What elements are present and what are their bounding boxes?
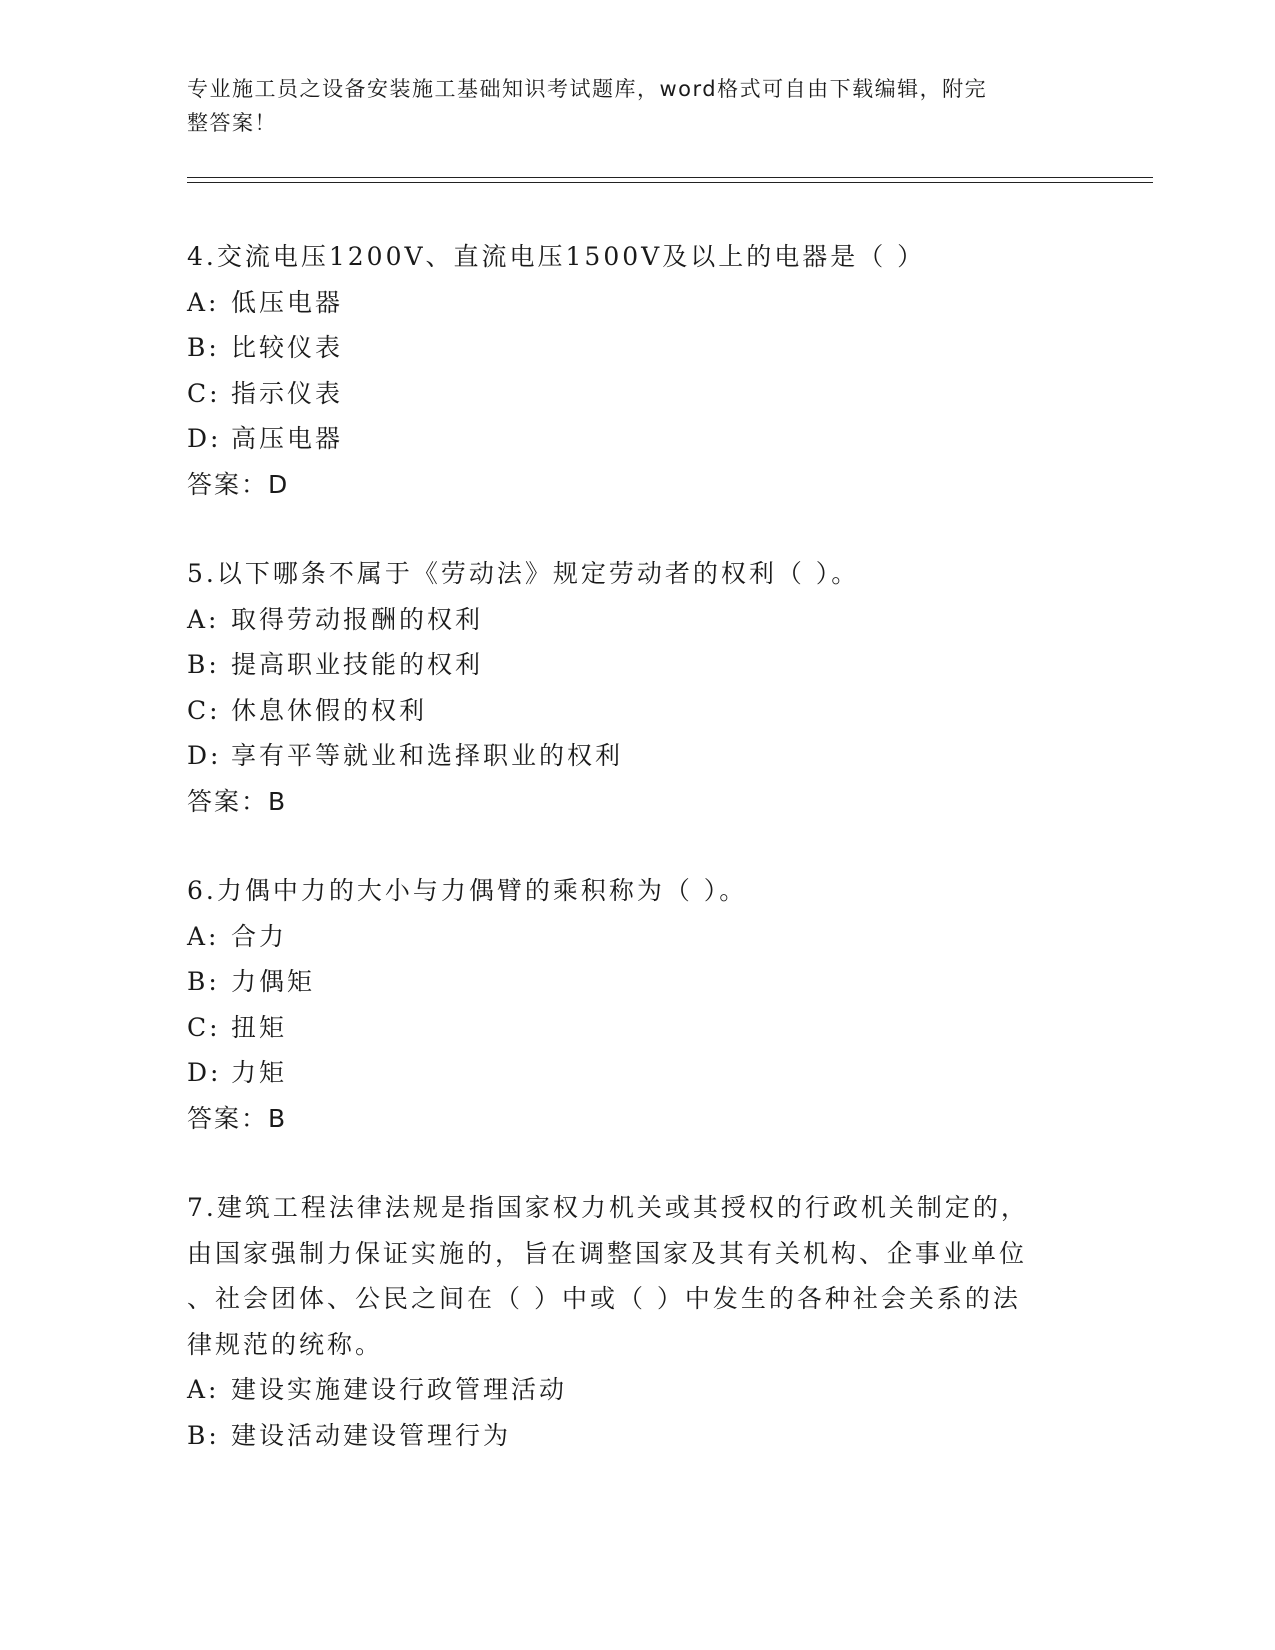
question-block xyxy=(187,234,1087,507)
option-row xyxy=(187,733,1087,779)
option-letter: A: xyxy=(187,287,220,317)
question-block xyxy=(187,1185,1087,1458)
header-line-2: 整答案！ xyxy=(187,111,277,135)
option-row xyxy=(187,642,1087,688)
option-letter: D: xyxy=(187,741,222,770)
question-stem: 6.力偶中力的大小与力偶臂的乘积称为（ ）。 xyxy=(187,876,748,905)
option-row xyxy=(187,280,1087,326)
option-letter: A: xyxy=(187,921,220,951)
option-letter: A: xyxy=(187,604,220,634)
question-block xyxy=(187,868,1087,1141)
option-row xyxy=(187,597,1087,643)
option-letter: C: xyxy=(187,695,221,725)
question-stem: 7.建筑工程法律法规是指国家权力机关或其授权的行政机关制定的， xyxy=(187,1193,1029,1222)
option-letter: D: xyxy=(187,424,222,453)
option-row xyxy=(187,959,1087,1005)
answer-line: 答案：D xyxy=(187,469,290,499)
option-text: 指示仪表 xyxy=(231,378,344,408)
option-text: 力偶矩 xyxy=(231,967,316,996)
answer-line: 答案：B xyxy=(187,1103,288,1133)
option-letter: C: xyxy=(187,1012,221,1042)
option-row xyxy=(187,416,1087,462)
option-text: 取得劳动报酬的权利 xyxy=(231,604,484,634)
question-stem: 律规范的统称。 xyxy=(187,1329,384,1359)
option-text: 力矩 xyxy=(231,1058,288,1087)
option-letter: B: xyxy=(187,333,220,362)
header-divider-top xyxy=(187,177,1153,178)
option-text: 合力 xyxy=(231,921,288,951)
question-stem: 5.以下哪条不属于《劳动法》规定劳动者的权利（ ）。 xyxy=(187,559,860,588)
option-row xyxy=(187,688,1087,734)
option-text: 扭矩 xyxy=(231,1012,288,1042)
option-letter: B: xyxy=(187,650,220,679)
option-row xyxy=(187,914,1087,960)
option-letter: A: xyxy=(187,1375,220,1404)
option-row xyxy=(187,325,1087,371)
question-list xyxy=(187,234,1087,1502)
option-text: 比较仪表 xyxy=(231,333,344,362)
option-text: 建设实施建设行政管理活动 xyxy=(231,1375,568,1404)
option-text: 享有平等就业和选择职业的权利 xyxy=(231,741,624,770)
option-text: 高压电器 xyxy=(231,424,344,453)
option-row xyxy=(187,371,1087,417)
option-text: 休息休假的权利 xyxy=(231,695,428,725)
option-row xyxy=(187,1050,1087,1096)
option-row xyxy=(187,1413,1087,1459)
answer-line: 答案：B xyxy=(187,786,288,816)
option-text: 提高职业技能的权利 xyxy=(231,650,484,679)
option-letter: B: xyxy=(187,1420,220,1450)
document-header xyxy=(187,72,1067,140)
option-row xyxy=(187,1005,1087,1051)
question-stem: 由国家强制力保证实施的，旨在调整国家及其有关机构、企事业单位 xyxy=(187,1238,1028,1268)
option-text: 建设活动建设管理行为 xyxy=(231,1420,512,1450)
header-divider-bottom xyxy=(187,182,1153,183)
option-letter: C: xyxy=(187,378,221,408)
question-stem: 、社会团体、公民之间在（ ）中或（ ）中发生的各种社会关系的法 xyxy=(187,1284,1021,1313)
option-row xyxy=(187,1367,1087,1413)
header-line-1: 专业施工员之设备安装施工基础知识考试题库，word格式可自由下载编辑，附完 xyxy=(187,77,988,101)
option-letter: B: xyxy=(187,967,220,996)
option-text: 低压电器 xyxy=(231,287,344,317)
question-block xyxy=(187,551,1087,824)
option-letter: D: xyxy=(187,1058,222,1087)
question-stem: 4.交流电压1200V、直流电压1500V及以上的电器是（ ） xyxy=(187,242,926,271)
